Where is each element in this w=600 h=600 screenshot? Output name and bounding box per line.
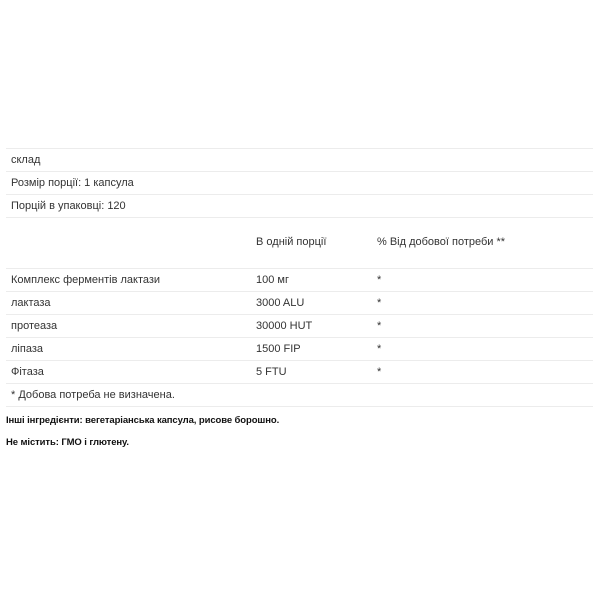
ingredient-amount: 100 мг	[256, 274, 289, 286]
table-row	[6, 361, 593, 384]
ingredient-name: протеаза	[11, 320, 58, 332]
servings-per-container: Порцій в упаковці: 120	[11, 200, 126, 212]
table-row	[6, 315, 593, 338]
info-row	[6, 195, 593, 218]
table-row	[6, 269, 593, 292]
supplement-facts-table	[6, 148, 593, 407]
footnote: * Добова потреба не визначена.	[11, 389, 175, 401]
info-row	[6, 149, 593, 172]
ingredient-amount: 30000 HUT	[256, 320, 313, 332]
table-header	[6, 218, 593, 269]
ingredient-dv: *	[377, 366, 382, 378]
table-row	[6, 338, 593, 361]
ingredient-amount: 5 FTU	[256, 366, 287, 378]
ingredient-dv: *	[377, 320, 382, 332]
ingredient-name: Комплекс ферментів лактази	[11, 274, 161, 286]
other-ingredients: Інші інгредієнти: вегетаріанська капсула, рисове борошно.	[6, 415, 280, 426]
ingredient-name: лактаза	[11, 297, 51, 309]
serving-size: Розмір порції: 1 капсула	[11, 177, 134, 189]
section-title: склад	[11, 154, 41, 166]
ingredient-amount: 3000 ALU	[256, 297, 305, 309]
ingredient-name: Фітаза	[11, 366, 44, 378]
info-row	[6, 172, 593, 195]
header-per-serving: В одній порції	[256, 236, 327, 248]
ingredient-dv: *	[377, 274, 382, 286]
ingredient-amount: 1500 FIP	[256, 343, 301, 355]
ingredient-dv: *	[377, 343, 382, 355]
header-daily-value: % Від добової потреби **	[377, 236, 506, 248]
ingredient-name: ліпаза	[11, 343, 43, 355]
footnote-row	[6, 384, 593, 407]
ingredient-dv: *	[377, 297, 382, 309]
table-row	[6, 292, 593, 315]
free-of-statement: Не містить: ГМО і глютену.	[6, 437, 129, 448]
